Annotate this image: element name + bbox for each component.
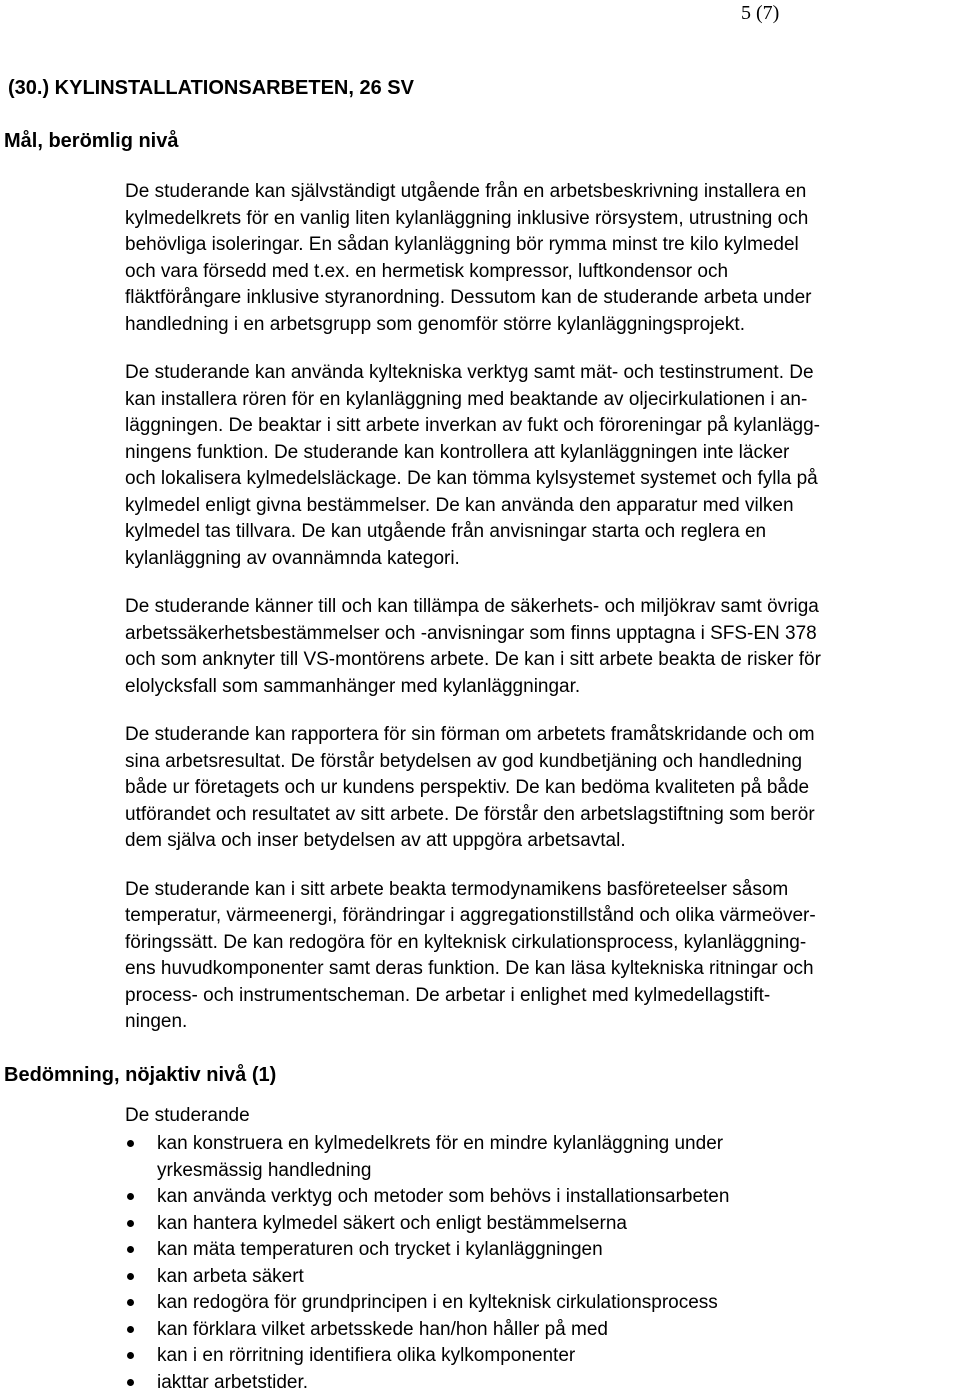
- list-item: [125, 1237, 955, 1264]
- criteria-text: kan hantera kylmedel säkert och enligt bestämmelserna: [157, 1212, 627, 1234]
- criteria-list: [125, 1131, 955, 1396]
- goal-paragraph: [125, 179, 957, 338]
- list-item: [125, 1211, 955, 1238]
- text-line: och som anknyter till VS-montörens arbete. De kan i sitt arbete beakta de risker för: [125, 649, 821, 670]
- criteria-text: kan använda verktyg och metoder som behövs i installationsarbeten: [157, 1186, 730, 1207]
- text-line: kylmedel enligt givna bestämmelser. De kan använda den apparatur med vilken: [125, 494, 794, 516]
- section-title: (30.) KYLINSTALLATIONSARBETEN, 26 SV: [8, 77, 414, 99]
- text-line: och vara försedd med t.ex. en hermetisk kompressor, luftkondensor och: [125, 260, 729, 282]
- text-line: behövliga isoleringar. En sådan kylanläggning bör rymma minst tre kilo kylmedel: [125, 234, 799, 255]
- criteria-text: yrkesmässig handledning: [157, 1159, 372, 1181]
- text-line: kylmedelkrets för en vanlig liten kylanläggning inklusive rörsystem, utrustning och: [125, 207, 809, 229]
- text-line: både ur företagets och ur kundens perspektiv. De kan bedöma kvaliteten på både: [125, 777, 810, 798]
- text-line: kan installera rören för en kylanläggning med beaktande av oljecirkulationen i an-: [125, 388, 808, 410]
- text-line: ningens funktion. De studerande kan kontrollera att kylanläggningen inte läcker: [125, 441, 790, 463]
- criteria-text: kan arbeta säkert: [157, 1265, 304, 1287]
- text-line: De studerande kan självständigt utgående från en arbetsbeskrivning installera en: [125, 181, 807, 202]
- goal-paragraph: [125, 594, 957, 700]
- text-line: ens huvudkomponenter samt deras funktion. De kan läsa kyltekniska ritningar och: [125, 958, 814, 979]
- text-line: ningen.: [125, 1011, 188, 1032]
- goal-paragraph: [125, 360, 957, 572]
- text-line: De studerande kan använda kyltekniska verktyg samt mät- och testinstrument. De: [125, 362, 814, 383]
- criteria-text: kan i en rörritning identifiera olika kylkomponenter: [157, 1345, 576, 1366]
- list-item: [125, 1184, 955, 1211]
- list-item: [125, 1370, 955, 1397]
- list-item: [125, 1264, 955, 1291]
- text-line: sina arbetsresultat. De förstår betydelsen av god kundbetjäning och handledning: [125, 750, 803, 772]
- list-item: [125, 1131, 955, 1184]
- goal-paragraph: [125, 722, 957, 855]
- text-line: fläktförångare inklusive styranordning. Dessutom kan de studerande arbeta under: [125, 287, 812, 308]
- assessment-heading: Bedömning, nöjaktiv nivå (1): [4, 1064, 277, 1086]
- list-item: [125, 1290, 955, 1317]
- text-line: De studerande känner till och kan tillämpa de säkerhets- och miljökrav samt övriga: [125, 596, 819, 617]
- text-line: kylanläggning av ovannämnda kategori.: [125, 547, 460, 569]
- text-line: kylmedel tas tillvara. De kan utgående från anvisningar starta och reglera en: [125, 521, 767, 542]
- goal-description: [125, 179, 957, 1036]
- text-line: elolycksfall som sammanhänger med kylanläggningar.: [125, 675, 581, 697]
- text-line: föringssätt. De kan redogöra för en kylteknisk cirkulationsprocess, kylanläggning-: [125, 931, 807, 953]
- text-line: process- och instrumentscheman. De arbetar i enlighet med kylmedellagstift-: [125, 984, 771, 1006]
- criteria-lead: De studerande: [125, 1105, 250, 1126]
- criteria-text: kan mäta temperaturen och trycket i kylanläggningen: [157, 1239, 603, 1260]
- criteria-text: kan redogöra för grundprincipen i en kylteknisk cirkulationsprocess: [157, 1292, 718, 1313]
- page-number: 5 (7): [741, 2, 780, 24]
- text-line: temperatur, värmeenergi, förändringar i aggregationstillstånd och olika värmeöver-: [125, 905, 816, 926]
- criteria-text: kan konstruera en kylmedelkrets för en mindre kylanläggning under: [157, 1133, 724, 1154]
- text-line: De studerande kan i sitt arbete beakta termodynamikens basföreteelser såsom: [125, 878, 789, 900]
- criteria-text: iakttar arbetstider.: [157, 1371, 309, 1393]
- text-line: De studerande kan rapportera för sin förman om arbetets framåtskridande och om: [125, 724, 815, 745]
- text-line: och lokalisera kylmedelsläckage. De kan tömma kylsystemet systemet och fylla på: [125, 468, 818, 489]
- text-line: arbetssäkerhetsbestämmelser och -anvisningar som finns upptagna i SFS-EN 378: [125, 622, 817, 644]
- list-item: [125, 1343, 955, 1370]
- goal-paragraph: [125, 877, 957, 1036]
- goal-heading: Mål, berömlig nivå: [4, 130, 179, 152]
- text-line: dem själva och inser betydelsen av att uppgöra arbetsavtal.: [125, 830, 626, 851]
- list-item: [125, 1317, 955, 1344]
- text-line: handledning i en arbetsgrupp som genomför större kylanläggningsprojekt.: [125, 313, 745, 335]
- text-line: utförandet och resultatet av sitt arbete. De förstår den arbetslagstiftning som berör: [125, 803, 815, 825]
- criteria-text: kan förklara vilket arbetsskede han/hon håller på med: [157, 1318, 608, 1340]
- text-line: läggningen. De beaktar i sitt arbete inverkan av fukt och föroreningar på kylanlägg-: [125, 415, 820, 436]
